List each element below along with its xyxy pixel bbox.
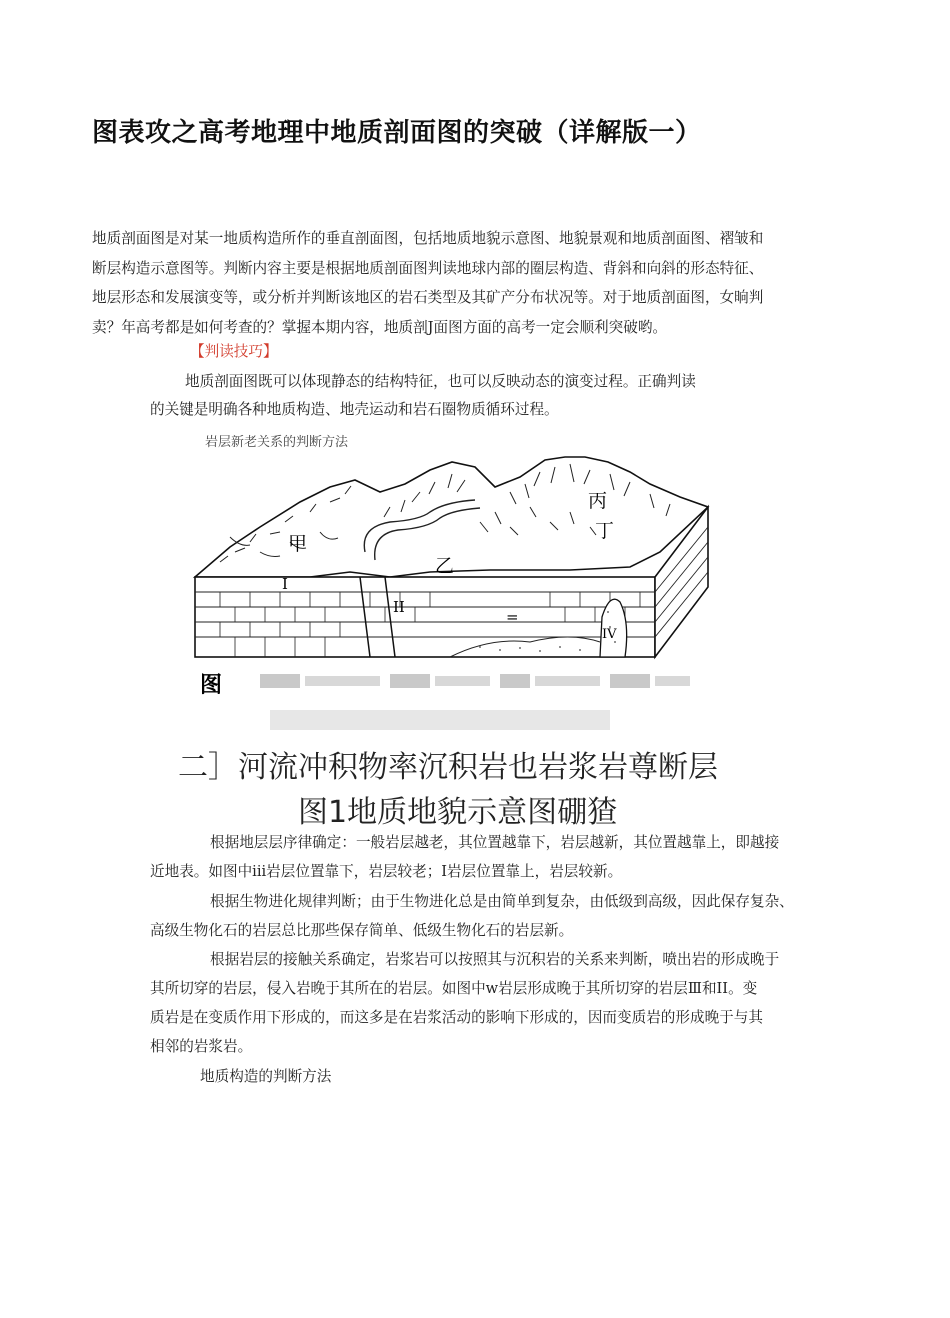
tips-line: 的关键是明确各种地质构造、地壳运动和岩石圈物质循环过程。 [150, 401, 559, 418]
figure-legend-line: 二］河流冲积物率沉积岩也岩浆岩尊断层 [178, 750, 718, 785]
intro-line: 地质剖面图是对某一地质构造所作的垂直剖面图，包括地质地貌示意图、地貌景观和地质剖面图、褶皱和 [92, 230, 764, 247]
body-line: 地质构造的判断方法 [200, 1068, 332, 1085]
page-title: 图表攻之高考地理中地质剖面图的突破（详解版一） [92, 118, 702, 148]
legend-strip [260, 674, 690, 730]
layer-label: = [506, 608, 519, 626]
intro-line: 卖？年高考都是如何考查的？掌握本期内容，地质剖J面图方面的高考一定会顺利突破哟。 [92, 318, 668, 336]
figure-caption-fragment: 图 [200, 673, 223, 698]
layer-label: I [282, 575, 288, 593]
region-label: 丁 [595, 520, 615, 542]
body-line: 其所切穿的岩层，侵入岩晚于其所在的岩层。如图中w岩层形成晚于其所切穿的岩层Ⅲ和II。变 [150, 980, 758, 997]
cut-off-heading: 岩层新老关系的判断方法 [205, 435, 349, 450]
intro-line: 地层形态和发展演变等，或分析并判断该地区的岩石类型及其矿产分布状况等。对于地质剖面图，女晌判 [92, 289, 764, 306]
layer-label: IV [602, 627, 617, 642]
layer-label: II [393, 598, 405, 616]
region-label: 乙 [435, 555, 455, 577]
body-line: 相邻的岩浆岩。 [150, 1038, 253, 1055]
region-label: 甲 [288, 533, 308, 555]
body-line: 根据生物进化规律判断；由于生物进化总是由简单到复杂，由低级到高级，因此保存复杂、 [210, 893, 794, 910]
body-line: 高级生物化石的岩层总比那些保存简单、低级生物化石的岩层新。 [150, 922, 574, 939]
geology-block-diagram [190, 452, 720, 742]
cross-section-face [195, 577, 655, 657]
region-label: 丙 [588, 490, 608, 512]
intro-paragraph [92, 224, 763, 342]
tips-heading: 【判读技巧】 [190, 343, 278, 360]
figure-title: 图1地质地貌示意图硼猹 [298, 795, 618, 830]
body-line: 质岩是在变质作用下形成的，而这多是在岩浆活动的影响下形成的，因而变质岩的形成晚于与其 [150, 1009, 763, 1026]
body-line: 根据地层层序律确定：一般岩层越老，其位置越靠下，岩层越新，其位置越靠上，即越接 [210, 834, 780, 851]
body-line: 近地表。如图中iii岩层位置靠下，岩层较老；I岩层位置靠上，岩层较新。 [150, 863, 623, 880]
tips-line: 地质剖面图既可以体现静态的结构特征，也可以反映动态的演变过程。正确判读 [185, 373, 696, 390]
intro-line: 断层构造示意图等。判断内容主要是根据地质剖面图判读地球内部的圈层构造、背斜和向斜的形态特征、 [92, 259, 764, 277]
body-line: 根据岩层的接触关系确定，岩浆岩可以按照其与沉积岩的关系来判断，喷出岩的形成晚于 [210, 951, 780, 968]
